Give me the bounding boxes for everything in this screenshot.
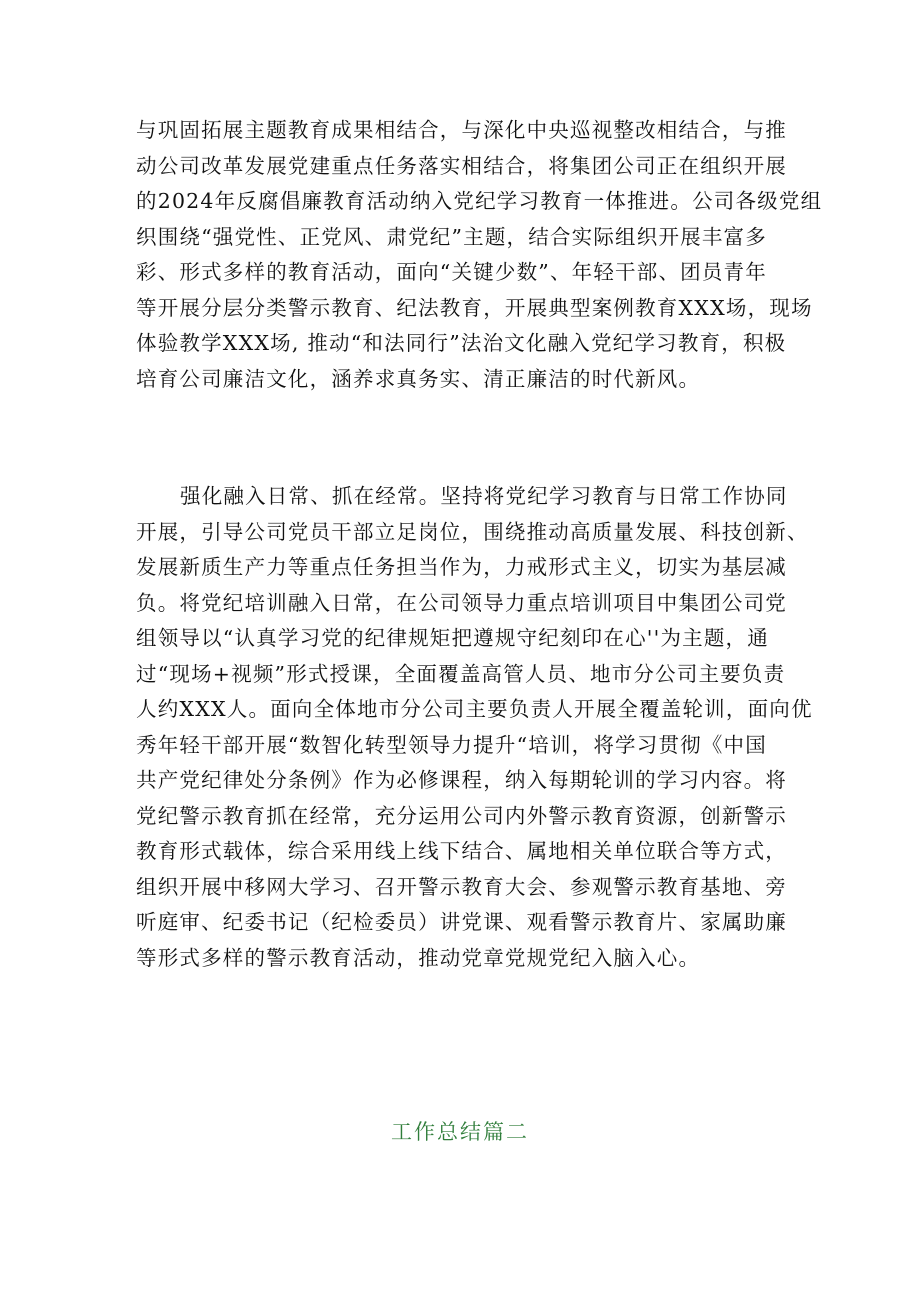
paragraph-line: 共产党纪律处分条例》作为必修课程，纳入每期轮训的学习内容。将 xyxy=(136,768,787,792)
paragraph-line: 组织开展中移网大学习、召开警示教育大会、参观警示教育基地、旁 xyxy=(136,874,787,899)
paragraph-line: 培育公司廉洁文化，涵养求真务实、清正廉洁的时代新风。 xyxy=(136,366,701,391)
paragraph-line: 秀年轻干部开展“数智化转型领导力提升“培训，将学习贯彻《中国 xyxy=(136,732,767,757)
paragraph-line: 的2024年反腐倡廉教育活动纳入党纪学习教育一体推进。公司各级党组 xyxy=(136,189,823,213)
paragraph-line: 动公司改革发展党建重点任务落实相结合，将集团公司正在组织开展 xyxy=(136,153,787,178)
section-title: 工作总结篇二 xyxy=(391,1120,529,1144)
paragraph-line: 发展新质生产力等重点任务担当作为，力戒形式主义，切实为基层减 xyxy=(136,555,787,579)
paragraph-line: 过“现场+视频”形式授课，全面覆盖高管人员、地市分公司主要负责 xyxy=(136,661,786,686)
paragraph-line: 等形式多样的警示教育活动，推动党章党规党纪入脑入心。 xyxy=(136,945,701,970)
paragraph-line: 等开展分层分类警示教育、纪法教育，开展典型案例教育XXX场，现场 xyxy=(136,295,813,320)
paragraph-line: 体验教学XXX场, 推动“和法同行”法治文化融入党纪学习教育，积极 xyxy=(136,331,787,355)
paragraph-line: 织围绕“强党性、正党风、肃党纪”主题，结合实际组织开展丰富多 xyxy=(136,224,767,249)
paragraph-line: 听庭审、纪委书记（纪检委员）讲党课、观看警示教育片、家属助廉 xyxy=(136,910,787,934)
paragraph-line: 人约XXX人。面向全体地市分公司主要负责人开展全覆盖轮训，面向优 xyxy=(136,697,813,721)
paragraph-line: 组领导以“认真学习党的纪律规矩把遵规守纪刻印在心''为主题，通 xyxy=(136,626,769,650)
paragraph-line: 强化融入日常、抓在经常。坚持将党纪学习教育与日常工作协同 xyxy=(180,484,788,508)
paragraph-2 xyxy=(136,479,813,976)
paragraph-line: 党纪警示教育抓在经常，充分运用公司内外警示教育资源，创新警示 xyxy=(136,803,787,828)
paragraph-1 xyxy=(136,113,823,397)
paragraph-line: 彩、形式多样的教育活动，面向“关键少数”、年轻干部、团员青年 xyxy=(136,260,767,284)
paragraph-line: 教育形式载体，综合采用线上线下结合、属地相关单位联合等方式， xyxy=(136,839,787,863)
paragraph-line: 开展，引导公司党员干部立足岗位，围绕推动高质量发展、科技创新、 xyxy=(136,519,809,544)
paragraph-line: 与巩固拓展主题教育成果相结合，与深化中央巡视整改相结合，与推 xyxy=(136,118,787,142)
paragraph-line: 负。将党纪培训融入日常，在公司领导力重点培训项目中集团公司党 xyxy=(136,590,787,615)
